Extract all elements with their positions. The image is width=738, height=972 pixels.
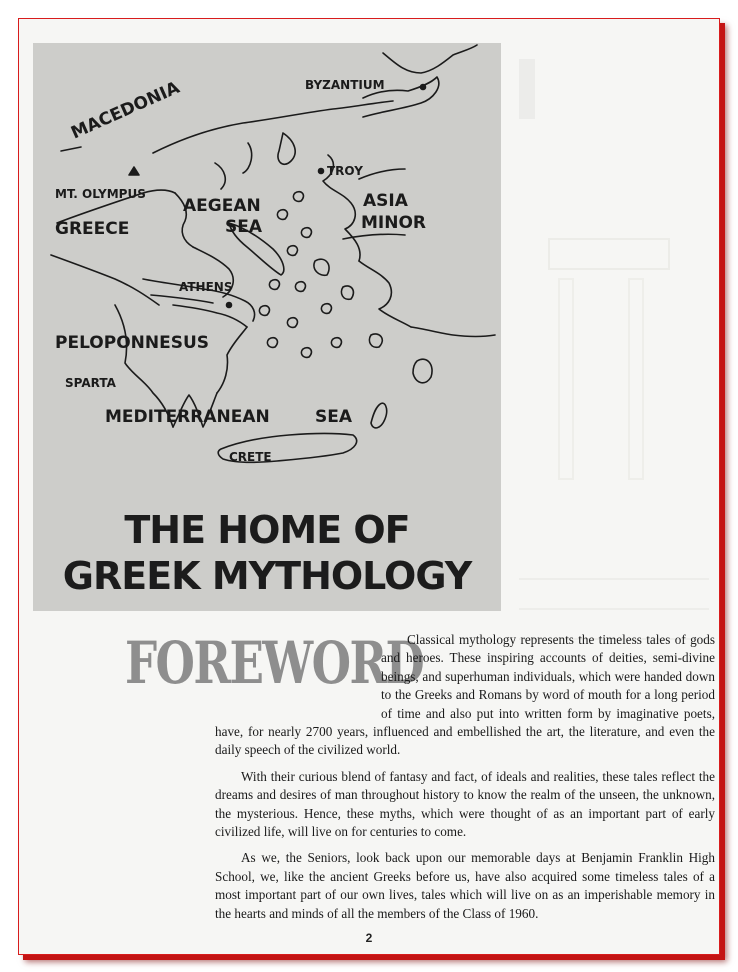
headline-line-1: THE HOME OF [124,508,410,552]
label-minor: MINOR [361,213,427,233]
label-athens: ATHENS [179,280,233,294]
label-greece: GREECE [55,219,130,239]
foreword-paragraph-3: As we, the Seniors, look back upon our memorable days at Benjamin Franklin High School, we, like the ancient Greeks before us, have also acquired some timeless tales of a most important part of our own lives, tales which will live on as an imperishable memory in the hearts and minds of all the members of the Class of 1960. [215,850,715,921]
label-aegean-sea: SEA [225,217,263,237]
label-asia: ASIA [363,191,408,211]
headline-line-2: GREEK MYTHOLOGY [62,554,472,598]
label-mediterranean-sea: SEA [315,407,353,427]
label-peloponnesus: PELOPONNESUS [55,333,210,353]
page [18,18,720,955]
foreword-text [215,631,715,931]
label-sparta: SPARTA [65,376,116,390]
foreword-paragraph-2: With their curious blend of fantasy and fact, of ideals and realities, these tales reflect the dreams and desires of man throughout history to know the realm of the unseen, the unknown, the mysterious. Hence, these myths, which were thought of as an important part of early civilized life, will live on for centuries to come. [215,768,715,840]
label-troy: TROY [327,164,363,178]
foreword-title: FOREWORD [125,629,424,697]
label-aegean: AEGEAN [183,196,261,216]
label-macedonia: MACEDONIA [68,77,183,144]
title-spacer [215,631,381,705]
map-panel [33,43,501,611]
foreword-paragraph-1: Classical mythology represents the timeless tales of gods and heroes. These inspiring accounts of deities, semi-divine beings, and superhuman individuals, which were handed down to the Greeks and Romans by word of mouth for a long period of time and also put into written form by imaginative poets, have, for nearly 2700 years, influenced and embellished the art, the literature, and even the daily speech of the civilized world. [215,632,715,758]
label-mt-olympus: MT. OLYMPUS [55,187,146,201]
label-mediterranean: MEDITERRANEAN [105,407,270,427]
label-crete: CRETE [229,450,272,464]
label-byzantium: BYZANTIUM [305,78,385,92]
page-number: 2 [365,931,373,945]
